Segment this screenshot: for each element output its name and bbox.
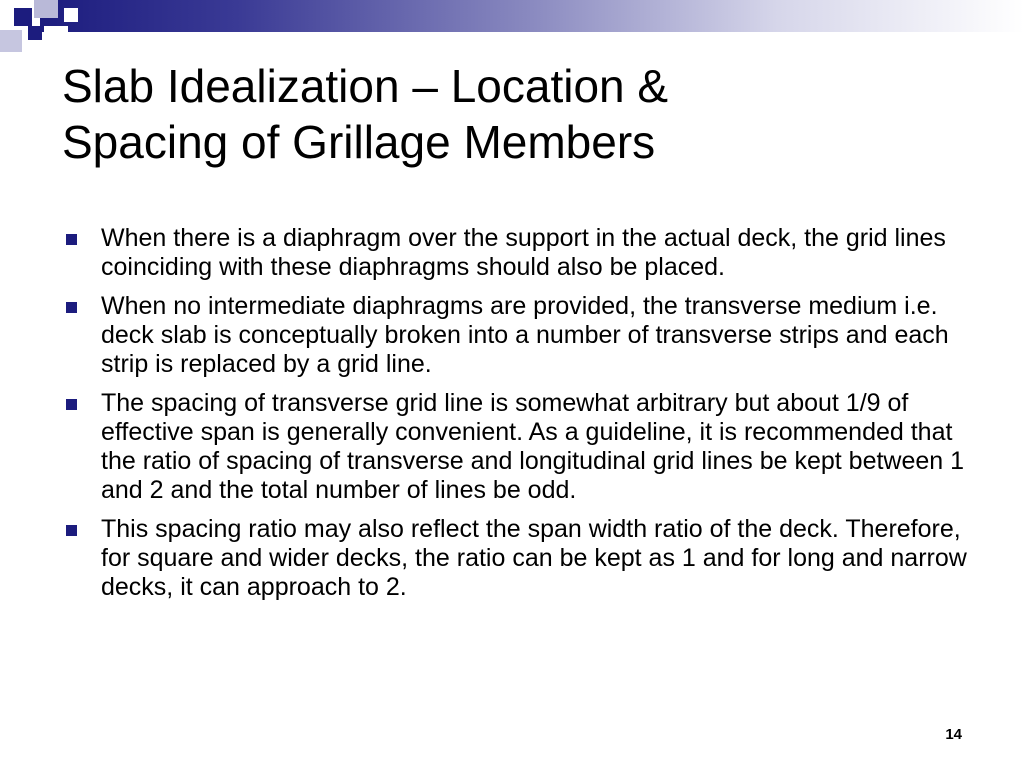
- bullet-item: [64, 515, 974, 602]
- header-gradient-band: [40, 0, 1024, 32]
- bullet-item: [64, 224, 974, 282]
- bullet-list: [64, 224, 974, 612]
- decorative-square: [44, 26, 68, 48]
- decorative-square: [0, 30, 22, 52]
- bullet-item: [64, 389, 974, 505]
- decorative-square: [28, 26, 42, 40]
- square-bullet-icon: [66, 399, 77, 410]
- bullet-text: When no intermediate diaphragms are provided, the transverse medium i.e. deck slab is conceptually broken into a number of transverse strips and each strip is replaced by a grid line.: [101, 292, 949, 378]
- page-number: 14: [945, 726, 962, 743]
- square-bullet-icon: [66, 234, 77, 245]
- slide-title-line: Slab Idealization – Location &: [62, 60, 669, 112]
- decorative-square: [34, 0, 58, 18]
- bullet-item: [64, 292, 974, 379]
- decorative-square: [64, 8, 78, 22]
- decorative-square: [14, 8, 32, 26]
- square-bullet-icon: [66, 525, 77, 536]
- square-bullet-icon: [66, 302, 77, 313]
- bullet-text: This spacing ratio may also reflect the span width ratio of the deck. Therefore, for square and wider decks, the ratio can be kept as 1 and for long and narrow decks, it can approach to 2.: [101, 515, 967, 601]
- bullet-text: When there is a diaphragm over the support in the actual deck, the grid lines coinciding with these diaphragms should also be placed.: [101, 224, 946, 281]
- slide-title: [62, 58, 962, 170]
- slide-title-line: Spacing of Grillage Members: [62, 116, 656, 168]
- bullet-text: The spacing of transverse grid line is somewhat arbitrary but about 1/9 of effective span is generally convenient. As a guideline, it is recommended that the ratio of spacing of transverse and longitudinal grid lines be kept between 1 and 2 and the total number of lines be odd.: [101, 389, 965, 504]
